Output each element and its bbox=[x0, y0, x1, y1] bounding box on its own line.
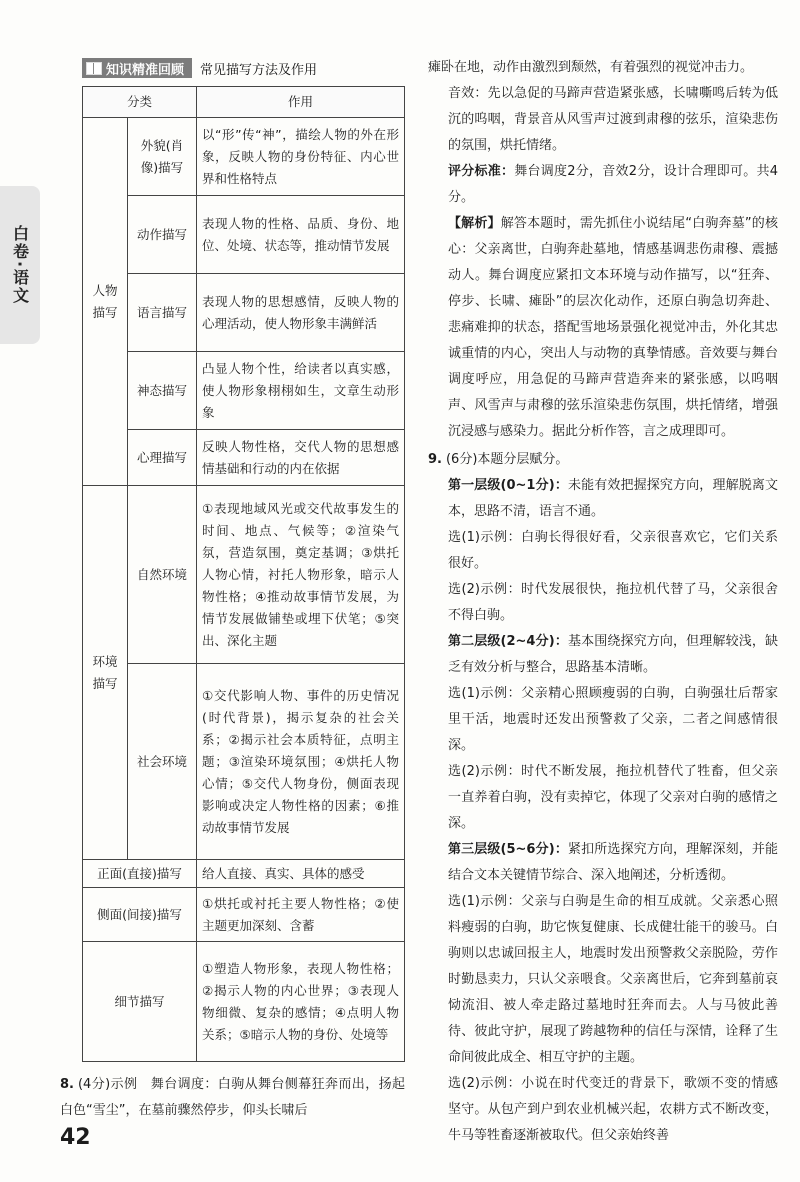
level-label: 第三层级(5~6分)： bbox=[448, 842, 568, 857]
section-header bbox=[82, 58, 405, 78]
badge-text: 知识精准回顾 bbox=[106, 62, 185, 78]
example: 选(2)示例：时代不断发展，拖拉机替代了牲畜，但父亲一直养着白驹，没有卖掉它，体现了父亲对白驹的感情之深。 bbox=[448, 764, 778, 831]
subcategory-cell: 语言描写 bbox=[128, 274, 197, 352]
header-function: 作用 bbox=[197, 87, 405, 118]
table-row bbox=[83, 486, 405, 664]
level-1 bbox=[428, 473, 778, 525]
table-row bbox=[83, 430, 405, 486]
function-cell: ①烘托或衬托主要人物性格；②使主题更加深刻、含蓄 bbox=[197, 888, 405, 942]
level-text: 未能有效把握探究方向，理解脱离文本，思路不清，语言不通。 bbox=[448, 478, 778, 519]
example: 选(1)示例：白驹长得很好看，父亲很喜欢它，它们关系很好。 bbox=[448, 530, 778, 571]
analysis-text: 解答本题时，需先抓住小说结尾“白驹奔墓”的核心：父亲离世，白驹奔赴墓地，情感基调悲伤肃穆、震撼动人。舞台调度应紧扣文本环境与动作描写，以“狂奔、停步、长啸、瘫卧”的层次化动作，还原白驹急切奔赴、悲痛难抑的状态，搭配雪地场景强化视觉冲击，外化其忠诚重情的内心，突出人与动物的真挚情感。音效要与舞台调度呼应，用急促的马蹄声营造奔来的紧张感，以呜咽声、风雪声与肃穆的弦乐渲染悲伤氛围，烘托情绪，增强沉浸感与感染力。据此分析作答，言之成理即可。 bbox=[448, 216, 778, 439]
function-cell: ①交代影响人物、事件的历史情况(时代背景)，揭示复杂的社会关系；②揭示社会本质特征，点明主题；③渲染环境氛围；④烘托人物心情；⑤交代人物身份，侧面表现影响或决定人物性格的因素；⑥推动故事情节发展 bbox=[197, 664, 405, 860]
question-number: 8. bbox=[60, 1077, 74, 1092]
function-cell: ①表现地域风光或交代故事发生的时间、地点、气候等；②渲染气氛，营造氛围，奠定基调；③烘托人物心情，衬托人物形象，暗示人物性格；④推动故事情节发展，为情节发展做铺垫或埋下伏笔；⑤突出、深化主题 bbox=[197, 486, 405, 664]
category-environment: 环境描写 bbox=[83, 486, 128, 860]
subcategory-cell: 社会环境 bbox=[128, 664, 197, 860]
description-methods-table bbox=[82, 86, 405, 1062]
question-text: (6分)本题分层赋分。 bbox=[445, 452, 569, 467]
table-header-row bbox=[83, 87, 405, 118]
table-row bbox=[83, 274, 405, 352]
function-cell: 表现人物的性格、品质、身份、地位、处境、状态等，推动情节发展 bbox=[197, 196, 405, 274]
subcategory-cell: 外貌(肖像)描写 bbox=[128, 118, 197, 196]
analysis-paragraph bbox=[428, 211, 778, 445]
subcategory-cell: 自然环境 bbox=[128, 486, 197, 664]
scoring-text: 舞台调度2分，音效2分，设计合理即可。共4分。 bbox=[448, 164, 778, 205]
function-cell: 凸显人物个性，给读者以真实感，使人物形象栩栩如生，文章生动形象 bbox=[197, 352, 405, 430]
example: 选(1)示例：父亲精心照顾瘦弱的白驹，白驹强壮后帮家里干活，地震时还发出预警救了父亲，二者之间感情很深。 bbox=[448, 686, 778, 753]
knowledge-review-badge bbox=[82, 58, 192, 78]
category-character: 人物描写 bbox=[83, 118, 128, 486]
header-category: 分类 bbox=[83, 87, 197, 118]
function-cell: 以“形”传“神”，描绘人物的外在形象，反映人物的身份特征、内心世界和性格特点 bbox=[197, 118, 405, 196]
book-icon bbox=[86, 62, 102, 75]
example: 选(1)示例：父亲与白驹是生命的相互成就。父亲悉心照料瘦弱的白驹，助它恢复健康、长成健壮能干的骏马。白驹则以忠诚回报主人，地震时发出预警救父亲脱险，劳作时勤恳卖力，只认父亲喂食。父亲离世后，它奔到墓前哀恸流泪、被人牵走路过墓地时狂奔而去。人与马彼此善待、彼此守护，展现了跨越物种的信任与深情，诠释了生命间彼此成全、相互守护的主题。 bbox=[448, 894, 778, 1065]
row-label-cell: 正面(直接)描写 bbox=[83, 860, 197, 888]
example: 选(2)示例：小说在时代变迁的背景下，歌颂不变的情感坚守。从包产到户到农业机械兴起，农耕方式不断改变，牛马等牲畜逐渐被取代。但父亲始终善 bbox=[448, 1076, 778, 1143]
function-cell: ①塑造人物形象，表现人物性格；②揭示人物的内心世界；③表现人物细微、复杂的感情；④点明人物关系；⑤暗示人物的身份、处境等 bbox=[197, 942, 405, 1062]
table-row bbox=[83, 352, 405, 430]
table-row bbox=[83, 888, 405, 942]
level-3 bbox=[428, 837, 778, 889]
level-2 bbox=[428, 629, 778, 681]
example: 选(2)示例：时代发展很快，拖拉机代替了马，父亲很舍不得白驹。 bbox=[448, 582, 778, 623]
row-label-cell: 细节描写 bbox=[83, 942, 197, 1062]
table-row bbox=[83, 118, 405, 196]
subcategory-cell: 动作描写 bbox=[128, 196, 197, 274]
level-label: 第二层级(2~4分)： bbox=[448, 634, 568, 649]
level-text: 紧扣所选探究方向，理解深刻，并能结合文本关键情节综合、深入地阐述，分析透彻。 bbox=[448, 842, 778, 883]
function-cell: 反映人物性格，交代人物的思想感情基础和行动的内在依据 bbox=[197, 430, 405, 486]
table-row bbox=[83, 664, 405, 860]
answer-column bbox=[428, 55, 778, 1149]
table-row bbox=[83, 196, 405, 274]
scoring-label: 评分标准： bbox=[448, 164, 515, 179]
subcategory-cell: 心理描写 bbox=[128, 430, 197, 486]
function-cell: 表现人物的思想感情，反映人物的心理活动，使人物形象丰满鲜活 bbox=[197, 274, 405, 352]
level-label: 第一层级(0~1分)： bbox=[448, 478, 568, 493]
question-9-intro bbox=[428, 447, 778, 473]
scoring-criteria bbox=[428, 159, 778, 211]
subcategory-cell: 神态描写 bbox=[128, 352, 197, 430]
table-row bbox=[83, 942, 405, 1062]
subject-side-tab bbox=[0, 186, 40, 344]
question-8-answer bbox=[60, 1072, 405, 1124]
subject-label: 白卷·语文 bbox=[10, 224, 30, 306]
function-cell: 给人直接、真实、具体的感受 bbox=[197, 860, 405, 888]
paragraph: 瘫卧在地，动作由激烈到颓然，有着强烈的视觉冲击力。 bbox=[428, 60, 754, 75]
question-number: 9. bbox=[428, 452, 442, 467]
paragraph: 音效：先以急促的马蹄声营造紧张感，长啸嘶鸣后转为低沉的呜咽，背景音从风雪声过渡到肃穆的弦乐，渲染悲伤的氛围，烘托情绪。 bbox=[448, 86, 778, 153]
row-label-cell: 侧面(间接)描写 bbox=[83, 888, 197, 942]
level-text: 基本围绕探究方向，但理解较浅，缺乏有效分析与整合，思路基本清晰。 bbox=[448, 634, 778, 675]
answer-text: (4分)示例 舞台调度：白驹从舞台侧幕狂奔而出，扬起白色“雪尘”，在墓前骤然停步，仰头长啸后 bbox=[60, 1077, 405, 1118]
analysis-label: 【解析】 bbox=[448, 216, 501, 231]
page-number: 42 bbox=[60, 1125, 91, 1150]
section-title: 常见描写方法及作用 bbox=[200, 62, 318, 78]
table-row bbox=[83, 860, 405, 888]
